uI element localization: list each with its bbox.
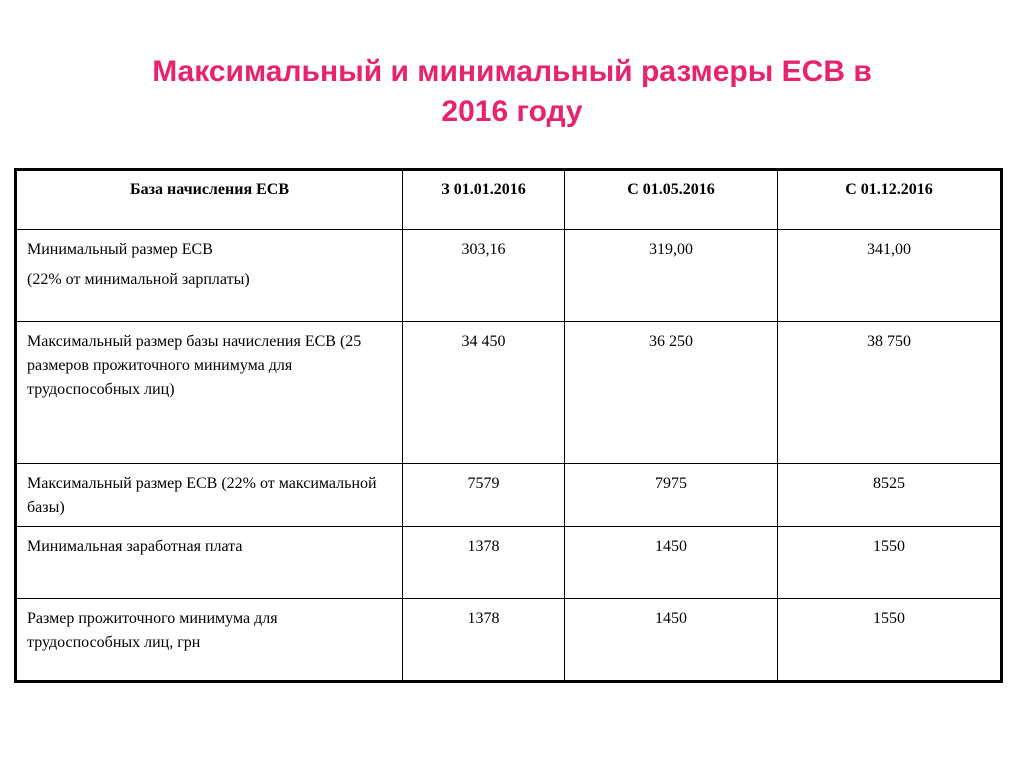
- row-label: [16, 230, 403, 322]
- header-date-3: С 01.12.2016: [778, 170, 1002, 230]
- cell-value: 1550: [778, 527, 1002, 599]
- cell-value: 7579: [403, 464, 565, 527]
- table-row: [16, 599, 1002, 682]
- table-row: [16, 464, 1002, 527]
- cell-value: 38 750: [778, 322, 1002, 464]
- row-label: Размер прожиточного минимума для трудоспособных лиц, грн: [16, 599, 403, 682]
- header-date-2: С 01.05.2016: [565, 170, 778, 230]
- cell-value: 1378: [403, 599, 565, 682]
- cell-value: 303,16: [403, 230, 565, 322]
- page-title: [62, 52, 962, 132]
- table-row: [16, 527, 1002, 599]
- cell-value: 341,00: [778, 230, 1002, 322]
- cell-value: 1550: [778, 599, 1002, 682]
- page-title-line-1: Максимальный и минимальный размеры ЕСВ в: [152, 55, 872, 88]
- table-row: [16, 322, 1002, 464]
- cell-value: 34 450: [403, 322, 565, 464]
- ecb-table: [14, 168, 1003, 683]
- cell-value: 1378: [403, 527, 565, 599]
- cell-value: 8525: [778, 464, 1002, 527]
- row-label: Максимальный размер базы начисления ЕСВ (25 размеров прожиточного минимума для трудоспособных лиц): [16, 322, 403, 464]
- row-label: Минимальная заработная плата: [16, 527, 403, 599]
- cell-value: 319,00: [565, 230, 778, 322]
- table-row: [16, 230, 1002, 322]
- row-label: Максимальный размер ЕСВ (22% от максимальной базы): [16, 464, 403, 527]
- row-label-main: Минимальный размер ЕСВ: [27, 241, 213, 258]
- cell-value: 1450: [565, 599, 778, 682]
- row-label-extra: (22% от минимальной зарплаты): [27, 271, 250, 288]
- cell-value: 36 250: [565, 322, 778, 464]
- header-base: База начисления ЕСВ: [16, 170, 403, 230]
- cell-value: 7975: [565, 464, 778, 527]
- header-date-1: З 01.01.2016: [403, 170, 565, 230]
- table-header-row: [16, 170, 1002, 230]
- page-title-line-2: 2016 году: [441, 95, 583, 128]
- cell-value: 1450: [565, 527, 778, 599]
